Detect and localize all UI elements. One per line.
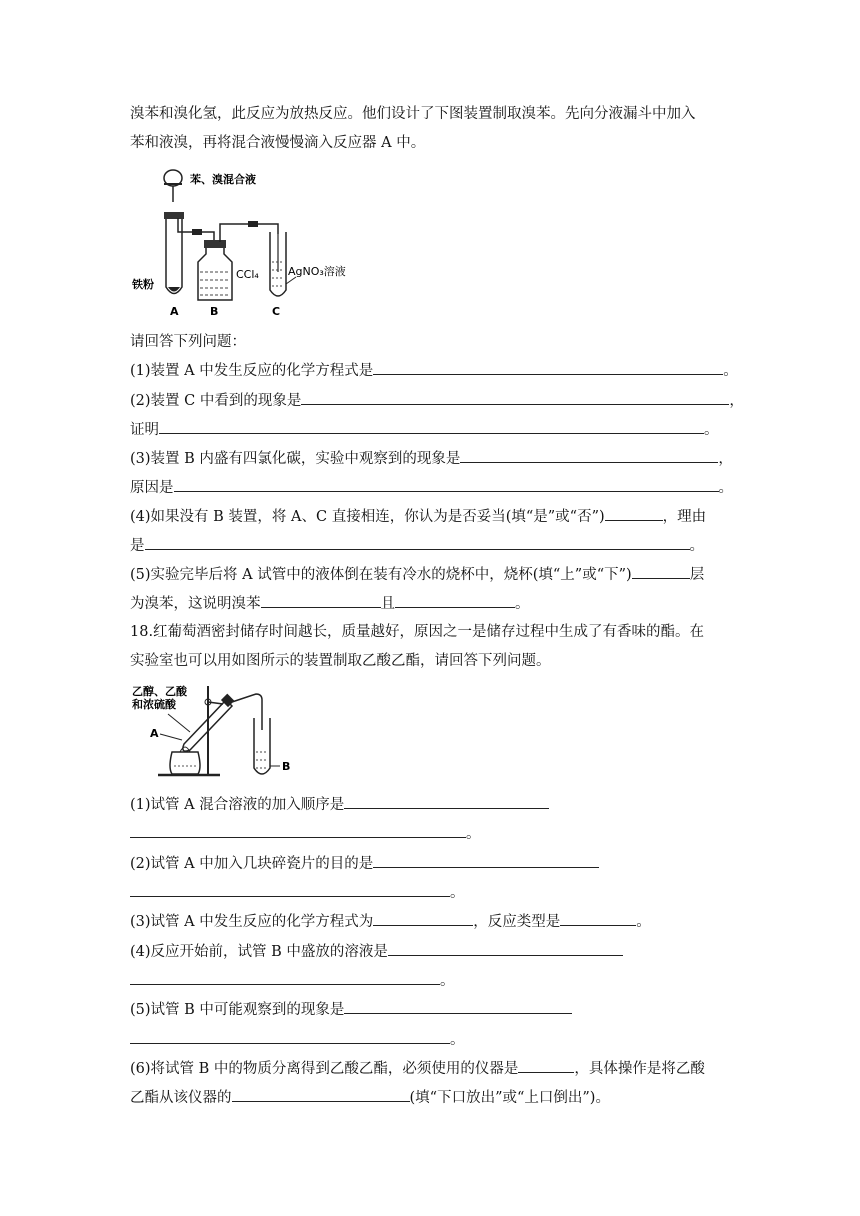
q18-part-1: (1)试管 A 混合溶液的加入顺序是 [130, 794, 549, 815]
stopper-b [204, 240, 226, 248]
test-tube-a [166, 219, 182, 294]
q17-part-1: (1)装置 A 中发生反应的化学方程式是 。 [130, 360, 738, 381]
q17-part-5: (5)实验完毕后将 A 试管中的液体倒在装有冷水的烧杯中，烧杯(填“上”或“下”) 层 [130, 564, 704, 585]
q17-part-3: (3)装置 B 内盛有四氯化碳，实验中观察到的现象是 ， [130, 448, 733, 469]
answer-blank[interactable] [159, 419, 704, 434]
apparatus-figure-2 [128, 682, 298, 782]
q18-part-5b: 。 [130, 1029, 465, 1050]
answer-blank[interactable] [344, 794, 549, 809]
answer-blank[interactable] [261, 593, 381, 608]
alcohol-lamp [170, 752, 200, 774]
q18-part-3: (3)试管 A 中发生反应的化学方程式为 ，反应类型是 。 [130, 911, 651, 932]
apparatus-figure-1 [128, 162, 368, 322]
ccl4-label: CCl₄ [236, 268, 259, 281]
label-a: A [170, 305, 179, 318]
q18-part-5: (5)试管 B 中可能观察到的现象是 [130, 999, 572, 1020]
answer-blank[interactable] [388, 941, 623, 956]
intro-line-1: 溴苯和溴化氢，此反应为放热反应。他们设计了下图装置制取溴苯。先向分液漏斗中加入 [130, 106, 696, 122]
iron-label: 铁粉 [132, 278, 154, 291]
q18-part-2b: 。 [130, 882, 465, 903]
reagent-label-2: 和浓硫酸 [132, 698, 176, 711]
q18-stem-2: 实验室也可以用如图所示的装置制取乙酸乙酯，请回答下列问题。 [130, 653, 551, 669]
answer-blank[interactable] [232, 1087, 410, 1102]
q18-part-4b: 。 [130, 970, 455, 991]
answer-blank[interactable] [130, 882, 450, 897]
q17-prompt: 请回答下列问题： [130, 334, 246, 350]
answer-blank[interactable] [301, 390, 729, 405]
funnel-label: 苯、溴混合液 [190, 173, 256, 186]
answer-blank[interactable] [373, 911, 473, 926]
answer-blank[interactable] [373, 360, 723, 375]
q18-part-6: (6)将试管 B 中的物质分离得到乙酸乙酯，必须使用的仪器是 ，具体操作是将乙酸 [130, 1058, 705, 1079]
answer-blank[interactable] [130, 970, 440, 985]
q17-part-4b: 是 。 [130, 535, 704, 556]
answer-blank[interactable] [130, 823, 466, 838]
q18-part-4: (4)反应开始前，试管 B 中盛放的溶液是 [130, 941, 623, 962]
q17-part-5b: 为溴苯，这说明溴苯 且 。 [130, 593, 530, 614]
answer-blank[interactable] [395, 593, 515, 608]
label-b: B [282, 760, 291, 773]
answer-blank[interactable] [632, 564, 690, 579]
q17-part-4: (4)如果没有 B 装置，将 A、C 直接相连，你认为是否妥当(填“是”或“否”) ，理由 [130, 506, 706, 527]
answer-blank[interactable] [130, 1029, 450, 1044]
answer-blank[interactable] [373, 853, 599, 868]
label-a: A [150, 727, 159, 740]
answer-blank[interactable] [174, 477, 719, 492]
q17-part-2: (2)装置 C 中看到的现象是 ， [130, 390, 744, 411]
answer-blank[interactable] [460, 448, 718, 463]
answer-blank[interactable] [518, 1058, 574, 1073]
answer-blank[interactable] [145, 535, 690, 550]
bottle-b [198, 248, 232, 300]
answer-blank[interactable] [344, 999, 572, 1014]
agno3-label: AgNO₃溶液 [288, 265, 346, 278]
q17-part-2b: 证明 。 [130, 419, 719, 440]
intro-line-2: 苯和液溴，再将混合液慢慢滴入反应器 A 中。 [130, 135, 426, 151]
answer-blank[interactable] [560, 911, 636, 926]
q18-stem-1: 18.红葡萄酒密封储存时间越长，质量越好，原因之一是储存过程中生成了有香味的酯。在 [130, 624, 705, 640]
q18-part-6b: 乙酯从该仪器的 (填“下口放出”或“上口倒出”)。 [130, 1087, 610, 1108]
q18-part-2: (2)试管 A 中加入几块碎瓷片的目的是 [130, 853, 599, 874]
label-b: B [210, 305, 219, 318]
q18-part-1b: 。 [130, 823, 481, 844]
q17-part-3b: 原因是 。 [130, 477, 733, 498]
label-c: C [272, 305, 281, 318]
reagent-label-1: 乙醇、乙酸 [132, 685, 187, 698]
stopper-a [164, 212, 184, 219]
answer-blank[interactable] [605, 506, 663, 521]
